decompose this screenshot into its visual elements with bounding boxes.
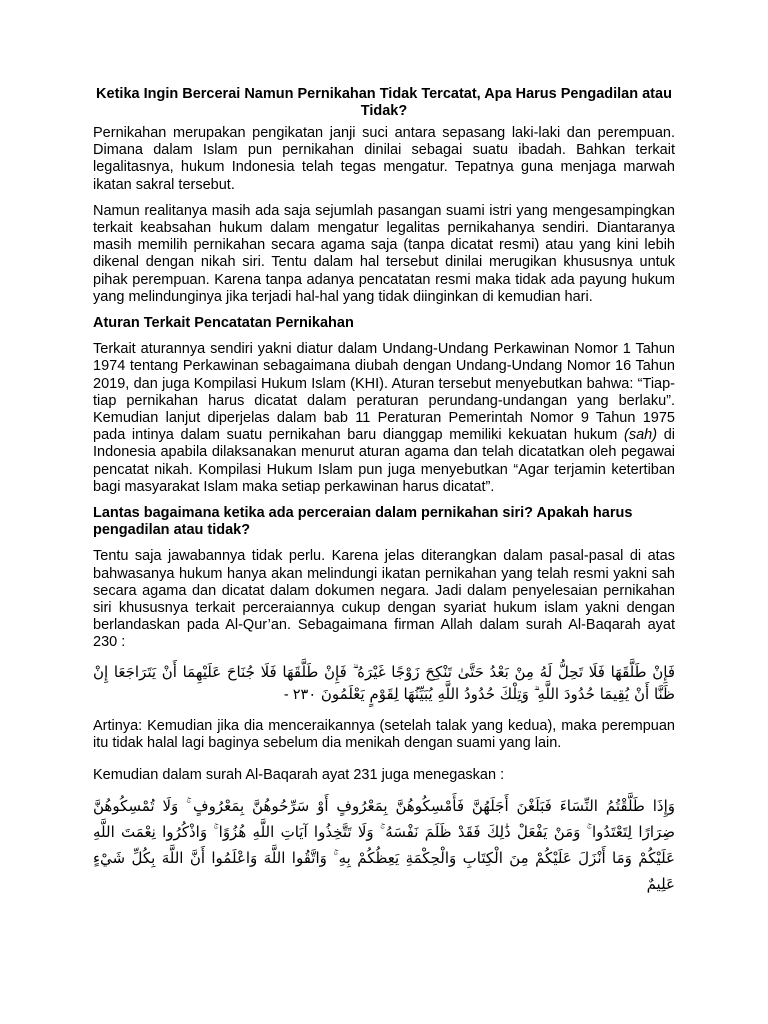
paragraph-intro: Pernikahan merupakan pengikatan janji suci antara sepasang laki-laki dan perempuan. Dimana dalam Islam pun pernikahan dinilai sebagai suatu ibadah. Bahkan terkait legalitasnya, hukum Indonesia telah tegas mengatur. Tepatnya guna menjaga marwah ikatan sakral tersebut. xyxy=(93,125,675,193)
paragraph-answer: Tentu saja jawabannya tidak perlu. Karena jelas diterangkan dalam pasal-pasal di atas bahwasanya hukum hanya akan melindungi ikatan pernikahan yang telah resmi yakni sah secara agama dan dicatat dalam dokumen negara. Jadi dalam penyelesaian pernikahan siri khususnya terkait perceraiannya cukup dengan syariat hukum islam yakni dengan berlandaskan pada Al-Qur’an. Sebagaimana firman Allah dalam surah Al-Baqarah ayat 230 : xyxy=(93,548,675,651)
quran-verse-230-number: - ٢٣٠ xyxy=(283,686,317,703)
paragraph-translation: Artinya: Kemudian jika dia menceraikannya (setelah talak yang kedua), maka perempuan itu tidak halal lagi baginya sebelum dia menikah dengan suami yang lain. xyxy=(93,717,675,751)
paragraph-regulation-emphasis: (sah) xyxy=(623,427,658,444)
paragraph-reality: Namun realitanya masih ada saja sejumlah pasangan suami istri yang mengesampingkan terkait keabsahan hukum dalam mengatur legalitas pernikahanya sendiri. Diantaranya masih memilih pernikahan secara agama saja (tanpa dicatat resmi) atau yang kini lebih dikenal dengan nikah siri. Tentu dalam hal tersebut dinilai merugikan khususnya untuk pihak perempuan. Karena tanpa adanya pencatatan resmi maka tidak ada payung hukum yang melindunginya jika terjadi hal-hal yang tidak diinginkan di kemudian hari. xyxy=(93,202,675,305)
paragraph-regulation-part-b: di Indonesia apabila dilaksanakan menurut aturan agama dan telah dicatatkan oleh pegawai pencatat nikah. Kompilasi Hukum Islam pun juga menyebutkan “Agar terjamin ketertiban bagi masyarakat Islam maka setiap perkawinan harus dicatat”. xyxy=(93,427,675,495)
document-page xyxy=(93,86,675,909)
heading-regulation: Aturan Terkait Pencatatan Pernikahan xyxy=(93,315,354,332)
quran-verse-230 xyxy=(93,661,675,706)
quran-verse-231: وَإِذَا طَلَّقْتُمُ النِّسَاءَ فَبَلَغْنَ أَجَلَهُنَّ فَأَمْسِكُوهُنَّ بِمَعْرُوفٍ أَوْ سَرِّحُوهُنَّ بِمَعْرُوفٍ ۚ وَلَا تُمْسِكُوهُنَّ ضِرَارًا لِتَعْتَدُوا ۚ وَمَنْ يَفْعَلْ ذَٰلِكَ فَقَدْ ظَلَمَ نَفْسَهُ ۚ وَلَا تَتَّخِذُوا آيَاتِ اللَّهِ هُزُوًا ۚ وَاذْكُرُوا نِعْمَتَ اللَّهِ عَلَيْكُمْ وَمَا أَنْزَلَ عَلَيْكُمْ مِنَ الْكِتَابِ وَالْحِكْمَةِ يَعِظُكُمْ بِهِ ۚ وَاتَّقُوا اللَّهَ وَاعْلَمُوا أَنَّ اللَّهَ بِكُلِّ شَيْءٍ عَلِيمٌ xyxy=(93,797,675,894)
document-title: Ketika Ingin Bercerai Namun Pernikahan Tidak Tercatat, Apa Harus Pengadilan atau Tidak? xyxy=(96,86,672,119)
heading-question: Lantas bagaimana ketika ada perceraian dalam pernikahan siri? Apakah harus pengadilan atau tidak? xyxy=(93,505,633,539)
paragraph-regulation xyxy=(93,341,675,496)
quran-verse-230-text: فَإِنْ طَلَّقَهَا فَلَا تَحِلُّ لَهُ مِنْ بَعْدُ حَتَّىٰ تَنْكِحَ زَوْجًا غَيْرَهُ ۗ فَإِنْ طَلَّقَهَا فَلَا جُنَاحَ عَلَيْهِمَا أَنْ يَتَرَاجَعَا إِنْ ظَنَّا أَنْ يُقِيمَا حُدُودَ اللَّهِ ۗ وَتِلْكَ حُدُودُ اللَّهِ يُبَيِّنُهَا لِقَوْمٍ يَعْلَمُونَ xyxy=(93,662,675,703)
paragraph-regulation-part-a: Terkait aturannya sendiri yakni diatur dalam Undang-Undang Perkawinan Nomor 1 Tahun 1974 tentang Perkawinan sebagaimana diubah dengan Undang-Undang Nomor 16 Tahun 2019, dan juga Kompilasi Hukum Islam (KHI). Aturan tersebut menyebutkan bahwa: “Tiap-tiap pernikahan harus dicatat dalam peraturan perundang-undangan yang berlaku”. Kemudian lanjut diperjelas dalam bab 11 Peraturan Pemerintah Nomor 9 Tahun 1975 pada intinya dalam suatu pernikahan baru dianggap memiliki kekuatan hukum xyxy=(93,341,675,444)
paragraph-verse-231-intro: Kemudian dalam surah Al-Baqarah ayat 231 juga menegaskan : xyxy=(93,767,505,784)
